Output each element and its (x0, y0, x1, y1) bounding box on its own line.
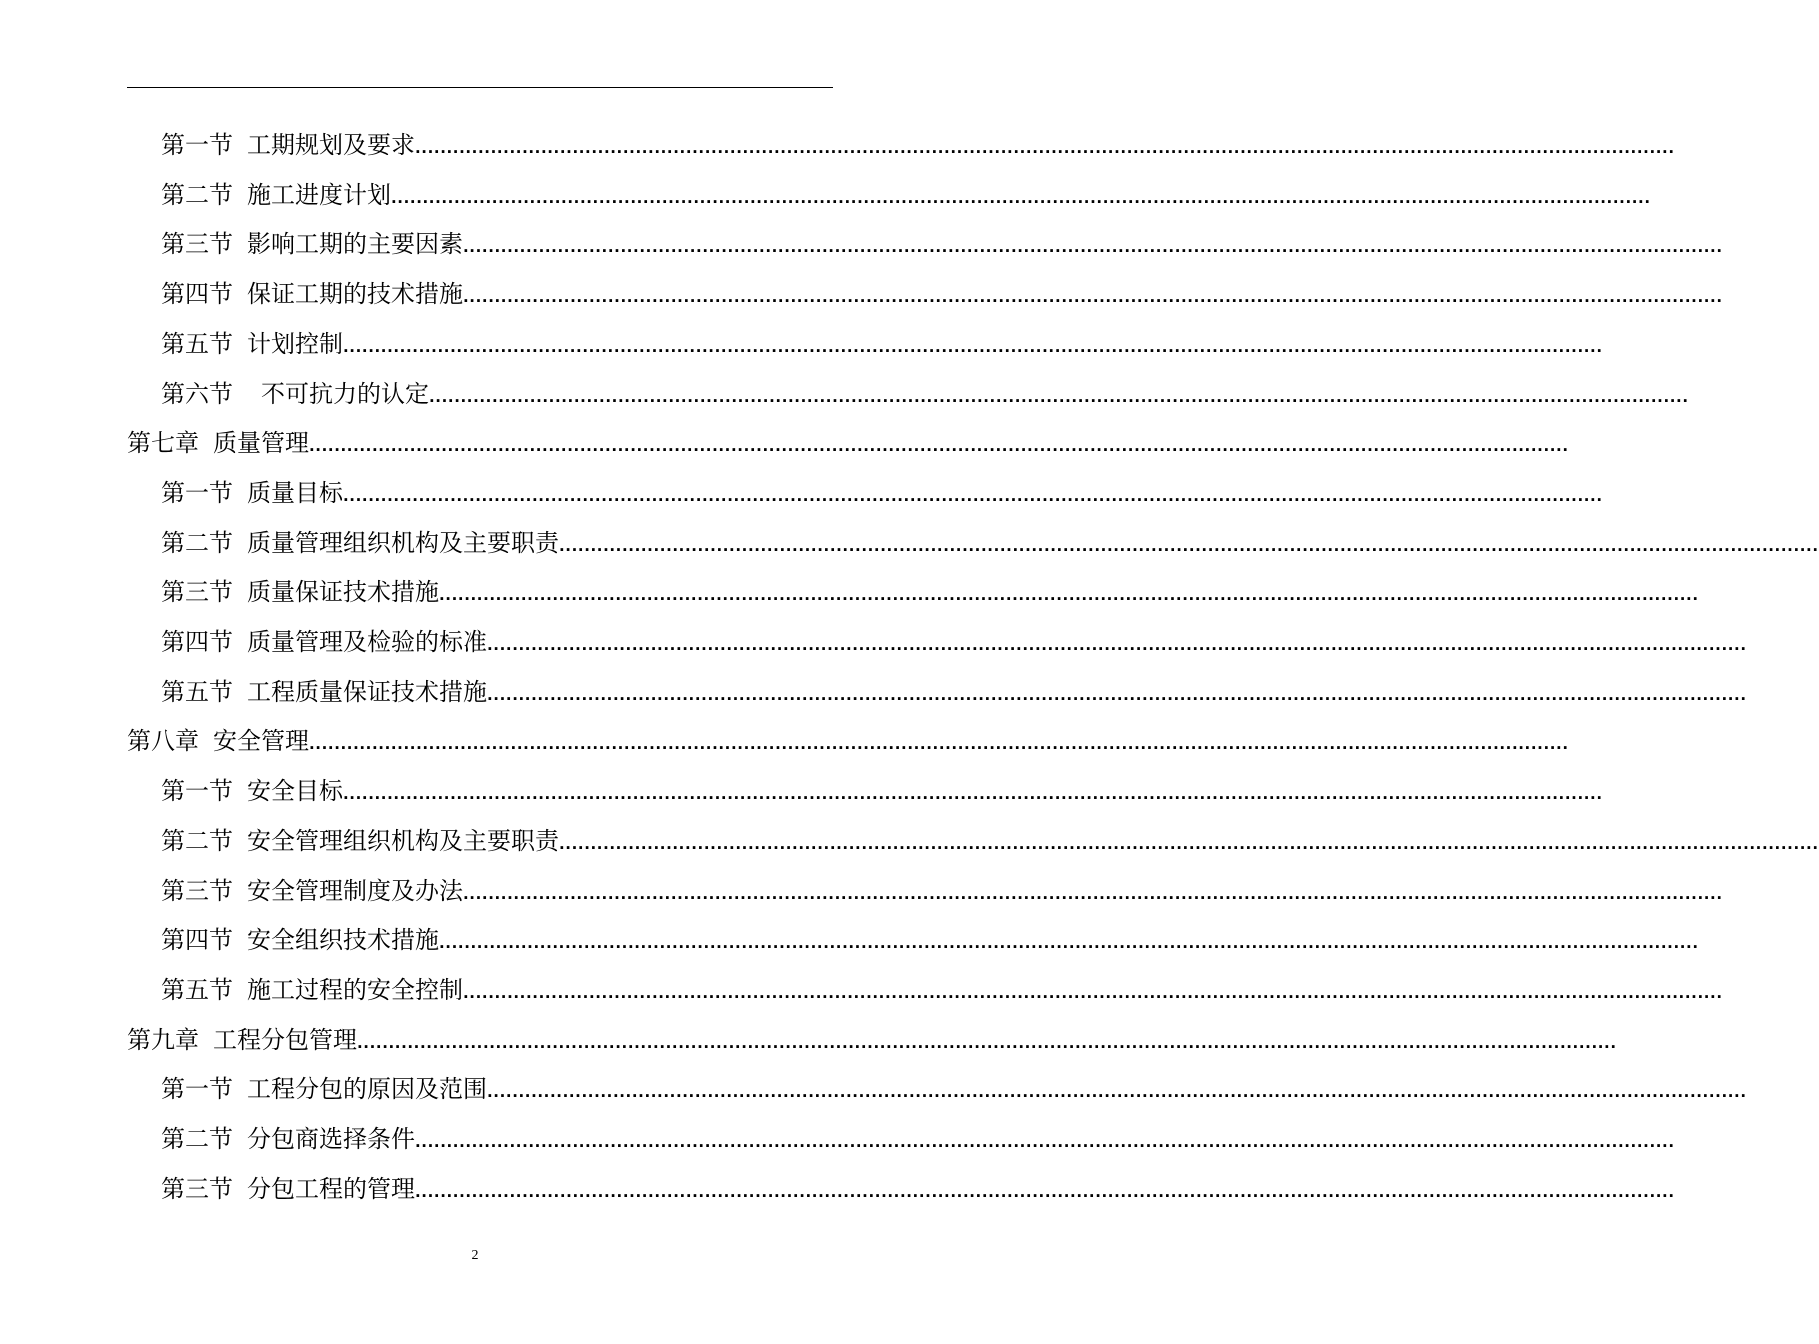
toc-entry-text (161, 528, 559, 558)
toc-entry-label: 第九章 (127, 1026, 199, 1054)
toc-section-entry (161, 219, 1723, 259)
toc-entry-title: 安全管理 (213, 727, 309, 755)
toc-section-entry (161, 1064, 1747, 1104)
toc-dot-leader: ........................................................................................................................................................................................................ (391, 189, 1651, 207)
toc-entry-text (161, 279, 463, 309)
toc-dot-leader: ........................................................................................................................................................................................................ (559, 835, 1819, 853)
toc-entry-label: 第三节 (161, 578, 233, 606)
toc-entry-title: 保证工期的技术措施 (247, 280, 463, 308)
toc-section-entry (161, 1164, 1675, 1204)
toc-chapter-entry (127, 418, 1569, 458)
toc-entry-text (161, 776, 343, 806)
toc-entry-label: 第三节 (161, 1175, 233, 1203)
toc-entry-title: 安全目标 (247, 777, 343, 805)
toc-entry-text (161, 130, 415, 160)
toc-entry-text (161, 1074, 487, 1104)
toc-entry-title: 质量目标 (247, 479, 343, 507)
toc-section-entry (161, 866, 1723, 906)
toc-dot-leader: ........................................................................................................................................................................................................ (429, 388, 1689, 406)
toc-dot-leader: ........................................................................................................................................................................................................ (487, 686, 1747, 704)
toc-entry-label: 第一节 (161, 131, 233, 159)
toc-entry-title: 质量管理 (213, 429, 309, 457)
toc-entry-title: 施工过程的安全控制 (247, 976, 463, 1004)
toc-entry-title: 安全管理制度及办法 (247, 877, 463, 905)
toc-entry-title: 质量保证技术措施 (247, 578, 439, 606)
toc-entry-title: 安全组织技术措施 (247, 926, 439, 954)
toc-entry-title: 工程分包管理 (213, 1026, 357, 1054)
toc-entry-text (127, 1025, 357, 1055)
toc-entry-text (161, 1124, 415, 1154)
toc-dot-leader: ........................................................................................................................................................................................................ (487, 636, 1747, 654)
toc-entry-text (161, 826, 559, 856)
toc-entry-label: 第三节 (161, 877, 233, 905)
toc-entry-label: 第四节 (161, 280, 233, 308)
toc-dot-leader: ........................................................................................................................................................................................................ (309, 437, 1569, 455)
toc-entry-text (161, 379, 429, 409)
header-rule (127, 87, 833, 88)
toc-entry-label: 第六节 (161, 380, 233, 408)
toc-entry-title: 施工进度计划 (247, 181, 391, 209)
toc-section-entry (161, 766, 1603, 806)
toc-dot-leader: ........................................................................................................................................................................................................ (415, 1133, 1675, 1151)
toc-entry-label: 第一节 (161, 777, 233, 805)
toc-entry-label: 第一节 (161, 1075, 233, 1103)
toc-section-entry (161, 120, 1675, 160)
toc-section-entry (161, 518, 1819, 558)
toc-entry-text (161, 627, 487, 657)
toc-entry-text (161, 478, 343, 508)
toc-entry-label: 第二节 (161, 1125, 233, 1153)
toc-dot-leader: ........................................................................................................................................................................................................ (343, 785, 1603, 803)
toc-entry-title: 工期规划及要求 (247, 131, 415, 159)
toc-entry-title: 不可抗力的认定 (261, 380, 429, 408)
toc-entry-text (127, 428, 309, 458)
toc-dot-leader: ........................................................................................................................................................................................................ (415, 139, 1675, 157)
toc-entry-label: 第五节 (161, 678, 233, 706)
toc-dot-leader: ........................................................................................................................................................................................................ (463, 238, 1723, 256)
toc-entry-label: 第四节 (161, 926, 233, 954)
toc-entry-label: 第七章 (127, 429, 199, 457)
toc-section-entry (161, 965, 1723, 1005)
page-number: 2 (471, 1248, 479, 1263)
toc-section-entry (161, 1114, 1675, 1154)
toc-entry-label: 第四节 (161, 628, 233, 656)
toc-entry-text (161, 876, 463, 906)
toc-entry-text (161, 329, 343, 359)
toc-entry-title: 分包商选择条件 (247, 1125, 415, 1153)
toc-entry-title: 质量管理组织机构及主要职责 (247, 529, 559, 557)
toc-entry-label: 第八章 (127, 727, 199, 755)
toc-dot-leader: ........................................................................................................................................................................................................ (463, 288, 1723, 306)
toc-entry-title: 工程分包的原因及范围 (247, 1075, 487, 1103)
toc-section-entry (161, 170, 1651, 210)
toc-entry-text (161, 1174, 415, 1204)
toc-entry-label: 第三节 (161, 230, 233, 258)
toc-entry-label: 第一节 (161, 479, 233, 507)
toc-section-entry (161, 567, 1699, 607)
toc-chapter-entry (127, 716, 1569, 756)
toc-dot-leader: ........................................................................................................................................................................................................ (343, 338, 1603, 356)
toc-entry-title: 安全管理组织机构及主要职责 (247, 827, 559, 855)
toc-entry-title: 质量管理及检验的标准 (247, 628, 487, 656)
toc-entry-title: 影响工期的主要因素 (247, 230, 463, 258)
toc-entry-text (161, 925, 439, 955)
toc-entry-title: 工程质量保证技术措施 (247, 678, 487, 706)
toc-dot-leader: ........................................................................................................................................................................................................ (487, 1083, 1747, 1101)
toc-section-entry (161, 369, 1689, 409)
toc-dot-leader: ........................................................................................................................................................................................................ (343, 487, 1603, 505)
toc-entry-label: 第二节 (161, 827, 233, 855)
toc-dot-leader: ........................................................................................................................................................................................................ (439, 586, 1699, 604)
toc-chapter-entry (127, 1015, 1617, 1055)
toc-dot-leader: ........................................................................................................................................................................................................ (559, 537, 1819, 555)
toc-section-entry (161, 915, 1699, 955)
toc-dot-leader: ........................................................................................................................................................................................................ (463, 984, 1723, 1002)
toc-section-entry (161, 816, 1819, 856)
toc-entry-label: 第五节 (161, 976, 233, 1004)
toc-entry-text (127, 726, 309, 756)
toc-entry-text (161, 577, 439, 607)
toc-dot-leader: ........................................................................................................................................................................................................ (463, 885, 1723, 903)
toc-entry-label: 第五节 (161, 330, 233, 358)
toc-section-entry (161, 667, 1747, 707)
toc-entry-title: 分包工程的管理 (247, 1175, 415, 1203)
toc-entry-text (161, 229, 463, 259)
toc-dot-leader: ........................................................................................................................................................................................................ (357, 1034, 1617, 1052)
toc-section-entry (161, 617, 1747, 657)
toc-dot-leader: ........................................................................................................................................................................................................ (415, 1183, 1675, 1201)
toc-entry-text (161, 677, 487, 707)
toc-entry-title: 计划控制 (247, 330, 343, 358)
toc-section-entry (161, 468, 1603, 508)
toc-entry-text (161, 180, 391, 210)
toc-entry-label: 第二节 (161, 529, 233, 557)
toc-section-entry (161, 269, 1723, 309)
toc-entry-text (161, 975, 463, 1005)
toc-section-entry (161, 319, 1603, 359)
toc-dot-leader: ........................................................................................................................................................................................................ (439, 934, 1699, 952)
toc-dot-leader: ........................................................................................................................................................................................................ (309, 735, 1569, 753)
toc-entry-label: 第二节 (161, 181, 233, 209)
